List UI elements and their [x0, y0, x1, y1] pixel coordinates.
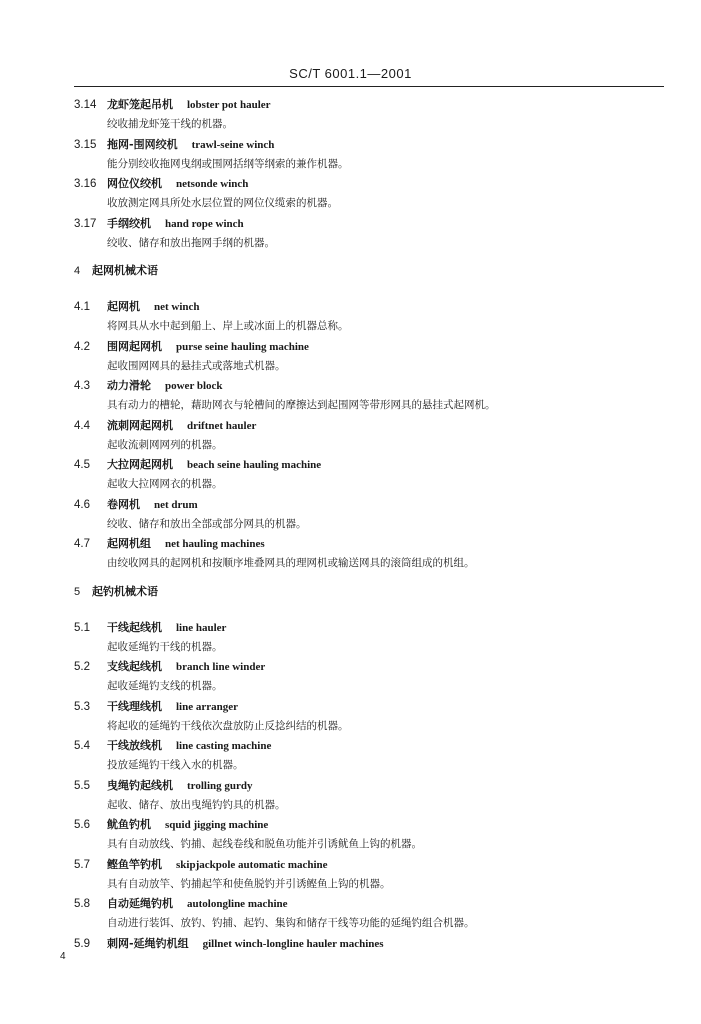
term-english: hand rope winch	[165, 217, 244, 230]
term-definition: 由绞收网具的起网机和按顺序堆叠网具的理网机或输送网具的滚筒组成的机组。	[107, 557, 475, 569]
term-english: autolongline machine	[187, 898, 288, 910]
term-chinese: 干线起线机	[107, 620, 162, 634]
clause-number: 4.7	[74, 538, 90, 550]
term-line	[74, 895, 674, 915]
term-english: trolling gurdy	[187, 779, 253, 792]
term-chinese: 手纲绞机	[107, 216, 151, 230]
term-definition: 投放延绳钓干线入水的机器。	[107, 759, 244, 771]
clause-number: 4.4	[74, 419, 90, 432]
term-chinese: 鱿鱼钓机	[107, 818, 151, 831]
term-line	[74, 658, 674, 678]
term-english: net hauling machines	[165, 538, 265, 550]
document-body	[74, 96, 674, 955]
term-chinese: 干线放线机	[107, 739, 162, 752]
term-english: skipjackpole automatic machine	[176, 858, 328, 871]
term-line	[74, 856, 674, 876]
term-definition: 将网具从水中起到船上、岸上或冰面上的机器总称。	[107, 320, 349, 332]
clause-number: 5.3	[74, 700, 90, 713]
term-english: beach seine hauling machine	[187, 459, 322, 471]
term-line	[74, 215, 674, 235]
term-line	[74, 935, 674, 955]
term-chinese: 干线理线机	[107, 699, 162, 713]
term-line	[74, 338, 674, 358]
term-english: net drum	[154, 498, 198, 511]
clause-number: 5.2	[74, 661, 90, 673]
term-definition: 收放测定网具所处水层位置的网位仪缆索的机器。	[107, 197, 338, 209]
standard-code-header: SC/T 6001.1—2001	[289, 66, 412, 81]
entries-group-3	[74, 96, 674, 254]
section-number: 4	[74, 265, 81, 277]
term-english: branch line winder	[176, 661, 266, 673]
clause-number: 5.7	[74, 858, 90, 871]
section-title: 起网机械术语	[92, 264, 158, 277]
clause-number: 3.14	[74, 99, 97, 111]
clause-number: 4.5	[74, 459, 90, 471]
entries-group-4	[74, 298, 674, 575]
term-line	[74, 619, 674, 639]
clause-number: 5.5	[74, 779, 90, 792]
term-english: trawl-seine winch	[191, 138, 275, 151]
term-line	[74, 535, 674, 555]
clause-number: 4.2	[74, 340, 90, 353]
term-chinese: 刺网-延绳钓机组	[107, 936, 189, 950]
term-line	[74, 456, 674, 476]
term-english: power block	[165, 380, 223, 392]
term-chinese: 大拉网起网机	[107, 458, 173, 471]
term-definition: 将起收的延绳钓干线依次盘放防止反捻纠结的机器。	[107, 719, 349, 732]
term-chinese: 拖网-围网绞机	[107, 137, 178, 151]
term-line	[74, 298, 674, 318]
term-english: line hauler	[176, 621, 227, 634]
term-chinese: 围网起网机	[107, 339, 162, 353]
term-chinese: 起网机	[107, 300, 140, 313]
term-chinese: 支线起线机	[107, 660, 162, 673]
term-english: net winch	[154, 301, 200, 313]
term-definition: 能分别绞收拖网曳纲或围网括纲等纲索的兼作机器。	[107, 157, 349, 170]
term-definition: 起收延绳钓干线的机器。	[107, 640, 223, 653]
term-definition: 起收围网网具的悬挂式或落地式机器。	[107, 359, 286, 372]
term-chinese: 龙虾笼起吊机	[107, 98, 173, 111]
clause-number: 5.6	[74, 819, 90, 831]
clause-number: 3.16	[74, 178, 97, 190]
clause-number: 5.4	[74, 740, 90, 752]
section-heading-4	[74, 262, 674, 282]
term-line	[74, 96, 674, 116]
term-definition: 具有动力的槽轮，藉助网衣与轮槽间的摩擦达到起围网等带形网具的悬挂式起网机。	[107, 399, 496, 411]
term-chinese: 曳绳钓起线机	[107, 778, 173, 792]
term-english: driftnet hauler	[187, 419, 257, 432]
term-definition: 绞收、储存和放出全部或部分网具的机器。	[107, 517, 307, 530]
term-chinese: 流刺网起网机	[107, 418, 173, 432]
term-definition: 起收、储存、放出曳绳钓钓具的机器。	[107, 798, 286, 811]
clause-number: 5.1	[74, 621, 90, 634]
section-heading-5	[74, 583, 674, 603]
entries-group-5	[74, 619, 674, 955]
term-english: lobster pot hauler	[187, 99, 271, 111]
term-line	[74, 377, 674, 397]
term-definition: 自动进行装饵、放钓、钓捕、起钓、集钩和储存干线等功能的延绳钓组合机器。	[107, 917, 475, 929]
term-definition: 绞收、储存和放出拖网手纲的机器。	[107, 236, 275, 249]
clause-number: 3.15	[74, 138, 97, 151]
term-definition: 具有自动放线、钓捕、起线卷线和脱鱼功能并引诱鱿鱼上钩的机器。	[107, 838, 422, 850]
term-line	[74, 816, 674, 836]
clause-number: 4.1	[74, 301, 90, 313]
term-english: gillnet winch-longline hauler machines	[202, 937, 384, 950]
term-definition: 具有自动放竿、钓捕起竿和使鱼脱钓并引诱鲣鱼上钩的机器。	[107, 877, 391, 890]
term-line	[74, 777, 674, 797]
term-chinese: 动力滑轮	[107, 379, 151, 392]
section-number: 5	[74, 585, 81, 598]
term-english: line arranger	[176, 700, 239, 713]
term-line	[74, 175, 674, 195]
term-english: netsonde winch	[176, 178, 249, 190]
term-line	[74, 136, 674, 156]
term-english: squid jigging machine	[165, 819, 269, 831]
section-title: 起钓机械术语	[92, 584, 158, 598]
term-definition: 起收大拉网网衣的机器。	[107, 478, 223, 490]
term-english: purse seine hauling machine	[176, 340, 309, 353]
term-line	[74, 417, 674, 437]
clause-number: 5.9	[74, 937, 90, 950]
clause-number: 5.8	[74, 898, 90, 910]
term-definition: 起收延绳钓支线的机器。	[107, 680, 223, 692]
header-rule	[74, 86, 664, 87]
term-line	[74, 737, 674, 757]
term-line	[74, 698, 674, 718]
term-chinese: 卷网机	[107, 497, 140, 511]
clause-number: 4.3	[74, 380, 90, 392]
clause-number: 3.17	[74, 217, 97, 230]
term-chinese: 起网机组	[107, 537, 151, 550]
term-english: line casting machine	[176, 740, 272, 752]
term-line	[74, 496, 674, 516]
term-chinese: 自动延绳钓机	[107, 897, 173, 910]
page-number: 4	[60, 951, 66, 962]
clause-number: 4.6	[74, 498, 90, 511]
term-chinese: 网位仪绞机	[107, 177, 162, 190]
term-definition: 起收流刺网网列的机器。	[107, 438, 223, 451]
term-definition: 绞收捕龙虾笼干线的机器。	[107, 118, 233, 130]
term-chinese: 鲣鱼竿钓机	[107, 857, 162, 871]
